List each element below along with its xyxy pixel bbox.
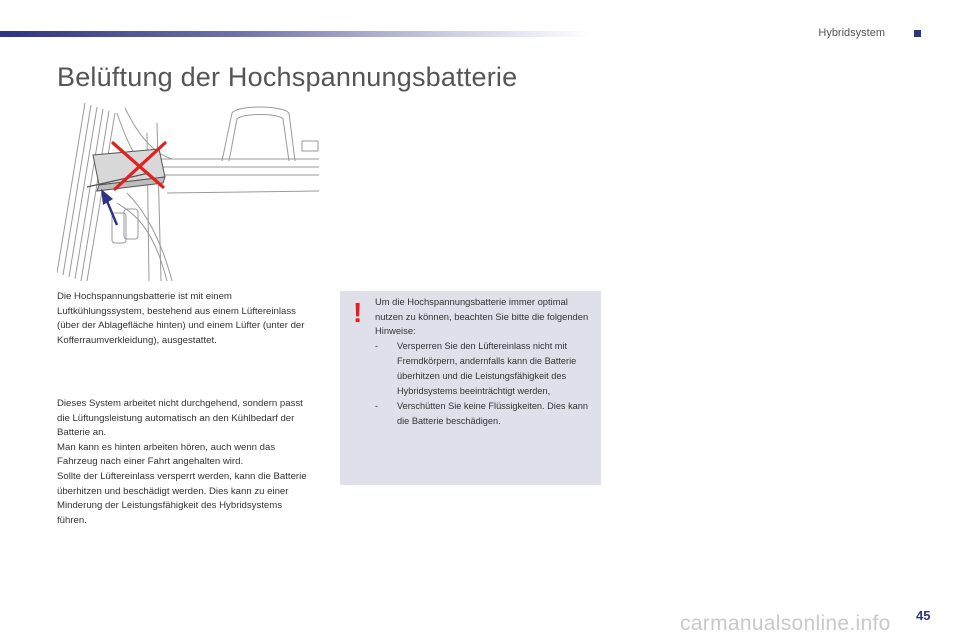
operation-line-1: Dieses System arbeitet nicht durchgehend, sondern passt die Lüftungsleistung automatisch an den Kühlbedarf der Batterie an. [57, 398, 303, 439]
intro-paragraph: Die Hochspannungsbatterie ist mit einem Luftkühlungssystem, bestehend aus einem Lüftereinlass (über der Ablagefläche hinten) und einem Lüfter (unter der Kofferraumverkleidung), ausgestattet. [57, 291, 305, 346]
warning-list [375, 339, 597, 429]
list-dash: - [375, 341, 379, 351]
operation-line-2: Man kann es hinten arbeiten hören, auch wenn das Fahrzeug nach einer Fahrt angehalten wird. [57, 441, 276, 468]
exclamation-icon: ! [353, 297, 363, 328]
warning-intro: Um die Hochspannungsbatterie immer optimal nutzen zu können, beachten Sie bitte die folgenden Hinweise: [375, 296, 589, 336]
warning-item [375, 399, 597, 429]
list-dash: - [375, 401, 379, 411]
page-number: 45 [916, 608, 931, 623]
operation-line-3: Sollte der Lüftereinlass versperrt werden, kann die Batterie überhitzen und beschädigt werden. Dies kann zu einer Minderung der Leistungsfähigkeit des Hybridsystems führen. [57, 470, 307, 526]
warning-item-text: Versperren Sie den Lüftereinlass nicht mit Fremdkörpern, andernfalls kann die Batterie überhitzen und die Leistungsfähigkeit des Hybridsystems beeinträchtigt werden, [397, 341, 577, 396]
section-label: Hybridsystem [818, 27, 885, 39]
page-title: Belüftung der Hochspannungsbatterie [57, 62, 518, 92]
warning-item [375, 339, 597, 399]
warning-box [340, 291, 601, 485]
header-gradient-bar [0, 31, 590, 37]
operation-paragraph [57, 397, 307, 528]
warning-item-text: Verschütten Sie keine Flüssigkeiten. Dies kann die Batterie beschädigen. [397, 401, 588, 426]
section-marker-square [914, 30, 921, 37]
vent-illustration [57, 103, 319, 281]
watermark: carmanualsonline.info [680, 612, 891, 635]
